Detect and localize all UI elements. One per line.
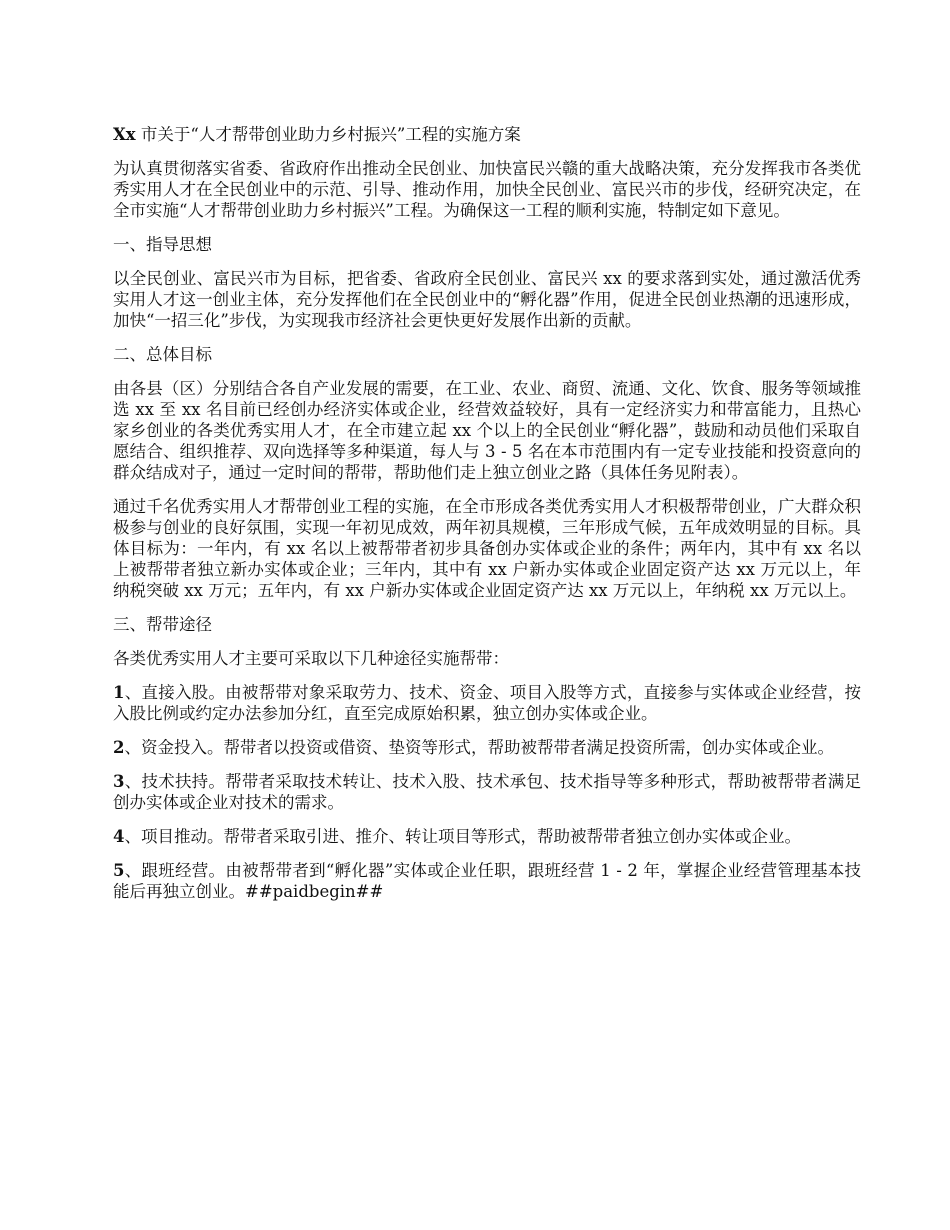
list-item-number: 3 <box>113 772 125 791</box>
list-item-text: 、技术扶持。帮带者采取技术转让、技术入股、技术承包、技术指导等多种形式，帮助被帮带者满足创办实体或企业对技术的需求。 <box>113 772 861 812</box>
list-item <box>113 860 861 902</box>
list-item <box>113 771 861 813</box>
section-heading-guiding-thought: 一、指导思想 <box>113 235 212 254</box>
section-overall-goal-text-2: 通过千名优秀实用人才帮带创业工程的实施，在全市形成各类优秀实用人才积极帮带创业，广大群众积极参与创业的良好氛围，实现一年初见成效，两年初具规模，三年形成气候，五年成效明显的目标。具体目标为：一年内，有 xx 名以上被帮带者初步具备创办实体或企业的条件；两年内，其中有 xx 名以上被帮带者独立新办实体或企业；三年内，其中有 xx 户新办实体或企业固定资产达 xx 万元以上，年纳税突破 xx 万元；五年内，有 xx 户新办实体或企业固定资产达 xx 万元以上，年纳税 xx 万元以上。 <box>113 497 861 600</box>
intro-paragraph: 为认真贯彻落实省委、省政府作出推动全民创业、加快富民兴赣的重大战略决策，充分发挥我市各类优秀实用人才在全民创业中的示范、引导、推动作用，加快全民创业、富民兴市的步伐，经研究决定，在全市实施“人才帮带创业助力乡村振兴”工程。为确保这一工程的顺利实施，特制定如下意见。 <box>113 159 861 220</box>
list-item-text: 、项目推动。帮带者采取引进、推介、转让项目等形式，帮助被帮带者独立创办实体或企业。 <box>124 827 801 846</box>
section-heading-mentoring-approaches: 三、帮带途径 <box>113 615 212 634</box>
list-item-number: 4 <box>113 827 125 846</box>
list-item <box>113 826 861 847</box>
title-text: 市关于“人才帮带创业助力乡村振兴”工程的实施方案 <box>135 125 521 144</box>
list-item <box>113 737 861 758</box>
document-page <box>113 124 861 915</box>
section-guiding-thought-text: 以全民创业、富民兴市为目标，把省委、省政府全民创业、富民兴 xx 的要求落到实处，通过激活优秀实用人才这一创业主体，充分发挥他们在全民创业中的“孵化器”作用，促进全民创业热潮的迅速形成，加快“一招三化”步伐，为实现我市经济社会更快更好发展作出新的贡献。 <box>113 269 861 330</box>
list-item-number: 1 <box>113 683 125 702</box>
section-heading-overall-goal: 二、总体目标 <box>113 345 212 364</box>
list-item-text: 、跟班经营。由被帮带者到“孵化器”实体或企业任职，跟班经营 1 - 2 年，掌握企业经营管理基本技能后再独立创业。##paidbegin## <box>113 861 861 901</box>
list-item <box>113 682 861 724</box>
section-overall-goal-text-1: 由各县（区）分别结合各自产业发展的需要，在工业、农业、商贸、流通、文化、饮食、服务等领域推选 xx 至 xx 名目前已经创办经济实体或企业，经营效益较好，具有一定经济实力和带富能力，且热心家乡创业的各类优秀实用人才，在全市建立起 xx 个以上的全民创业“孵化器”，鼓励和动员他们采取自愿结合、组织推荐、双向选择等多种渠道，每人与 3 - 5 名在本市范围内有一定专业技能和投资意向的群众结成对子，通过一定时间的帮带，帮助他们走上独立创业之路（具体任务见附表）。 <box>113 379 861 482</box>
list-item-number: 5 <box>113 861 125 880</box>
list-item-text: 、直接入股。由被帮带对象采取劳力、技术、资金、项目入股等方式，直接参与实体或企业经营，按入股比例或约定办法参加分红，直至完成原始积累，独立创办实体或企业。 <box>113 683 861 723</box>
title-prefix: Xx <box>113 125 136 144</box>
list-item-text: 、资金投入。帮带者以投资或借资、垫资等形式，帮助被帮带者满足投资所需，创办实体或企业。 <box>124 738 834 757</box>
list-item-number: 2 <box>113 738 125 757</box>
section-mentoring-intro: 各类优秀实用人才主要可采取以下几种途径实施帮带： <box>113 649 509 668</box>
document-title <box>113 124 861 145</box>
